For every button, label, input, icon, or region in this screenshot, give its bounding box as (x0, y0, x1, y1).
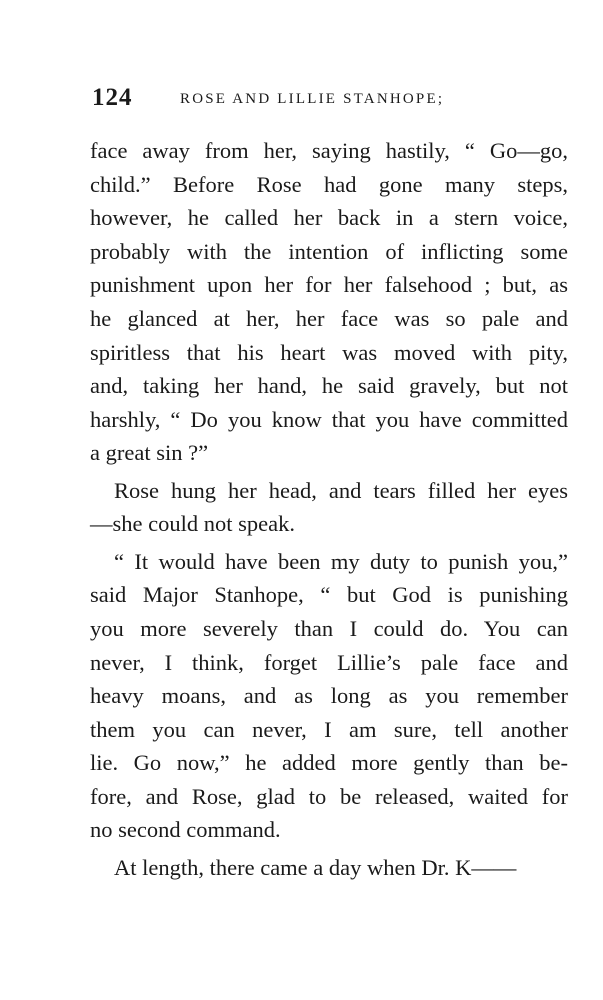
text-line: them you can never, I am sure, tell another (90, 716, 568, 742)
text-line: said Major Stanhope, “ but God is punishing (90, 582, 568, 608)
text-line: you more severely than I could do. You can (90, 615, 568, 641)
text-line: —she could not speak. (90, 511, 295, 537)
page-number: 124 (92, 84, 133, 111)
text-line: heavy moans, and as long as you remember (90, 683, 568, 709)
text-line: he glanced at her, her face was so pale and (90, 305, 568, 331)
paragraph (90, 851, 568, 885)
text-line: At length, there came a day when Dr. K—— (114, 854, 517, 880)
text-line: spiritless that his heart was moved with pity, (90, 339, 568, 365)
paragraph (90, 474, 568, 541)
text-line: child.” Before Rose had gone many steps, (90, 171, 568, 197)
paragraph (90, 134, 568, 470)
text-line: however, he called her back in a stern voice, (90, 205, 568, 231)
body-text (90, 134, 568, 884)
text-line: probably with the intention of inflicting some (90, 238, 568, 264)
running-title: ROSE AND LILLIE STANHOPE; (180, 91, 445, 107)
text-line: a great sin ?” (90, 440, 209, 466)
text-line: and, taking her hand, he said gravely, but not (90, 373, 568, 399)
text-line: punishment upon her for her falsehood ; but, as (90, 272, 568, 298)
running-header (92, 84, 568, 114)
text-line: face away from her, saying hastily, “ Go—go, (90, 138, 568, 163)
text-line: fore, and Rose, glad to be released, waited for (90, 783, 568, 809)
paragraph (90, 545, 568, 847)
text-line: harshly, “ Do you know that you have committed (90, 406, 568, 432)
text-line: Rose hung her head, and tears filled her eyes (114, 477, 568, 503)
text-line: “ It would have been my duty to punish you,” (114, 548, 568, 574)
text-line: no second command. (90, 817, 281, 843)
text-line: lie. Go now,” he added more gently than be- (90, 750, 568, 776)
text-line: never, I think, forget Lillie’s pale face and (90, 649, 568, 675)
